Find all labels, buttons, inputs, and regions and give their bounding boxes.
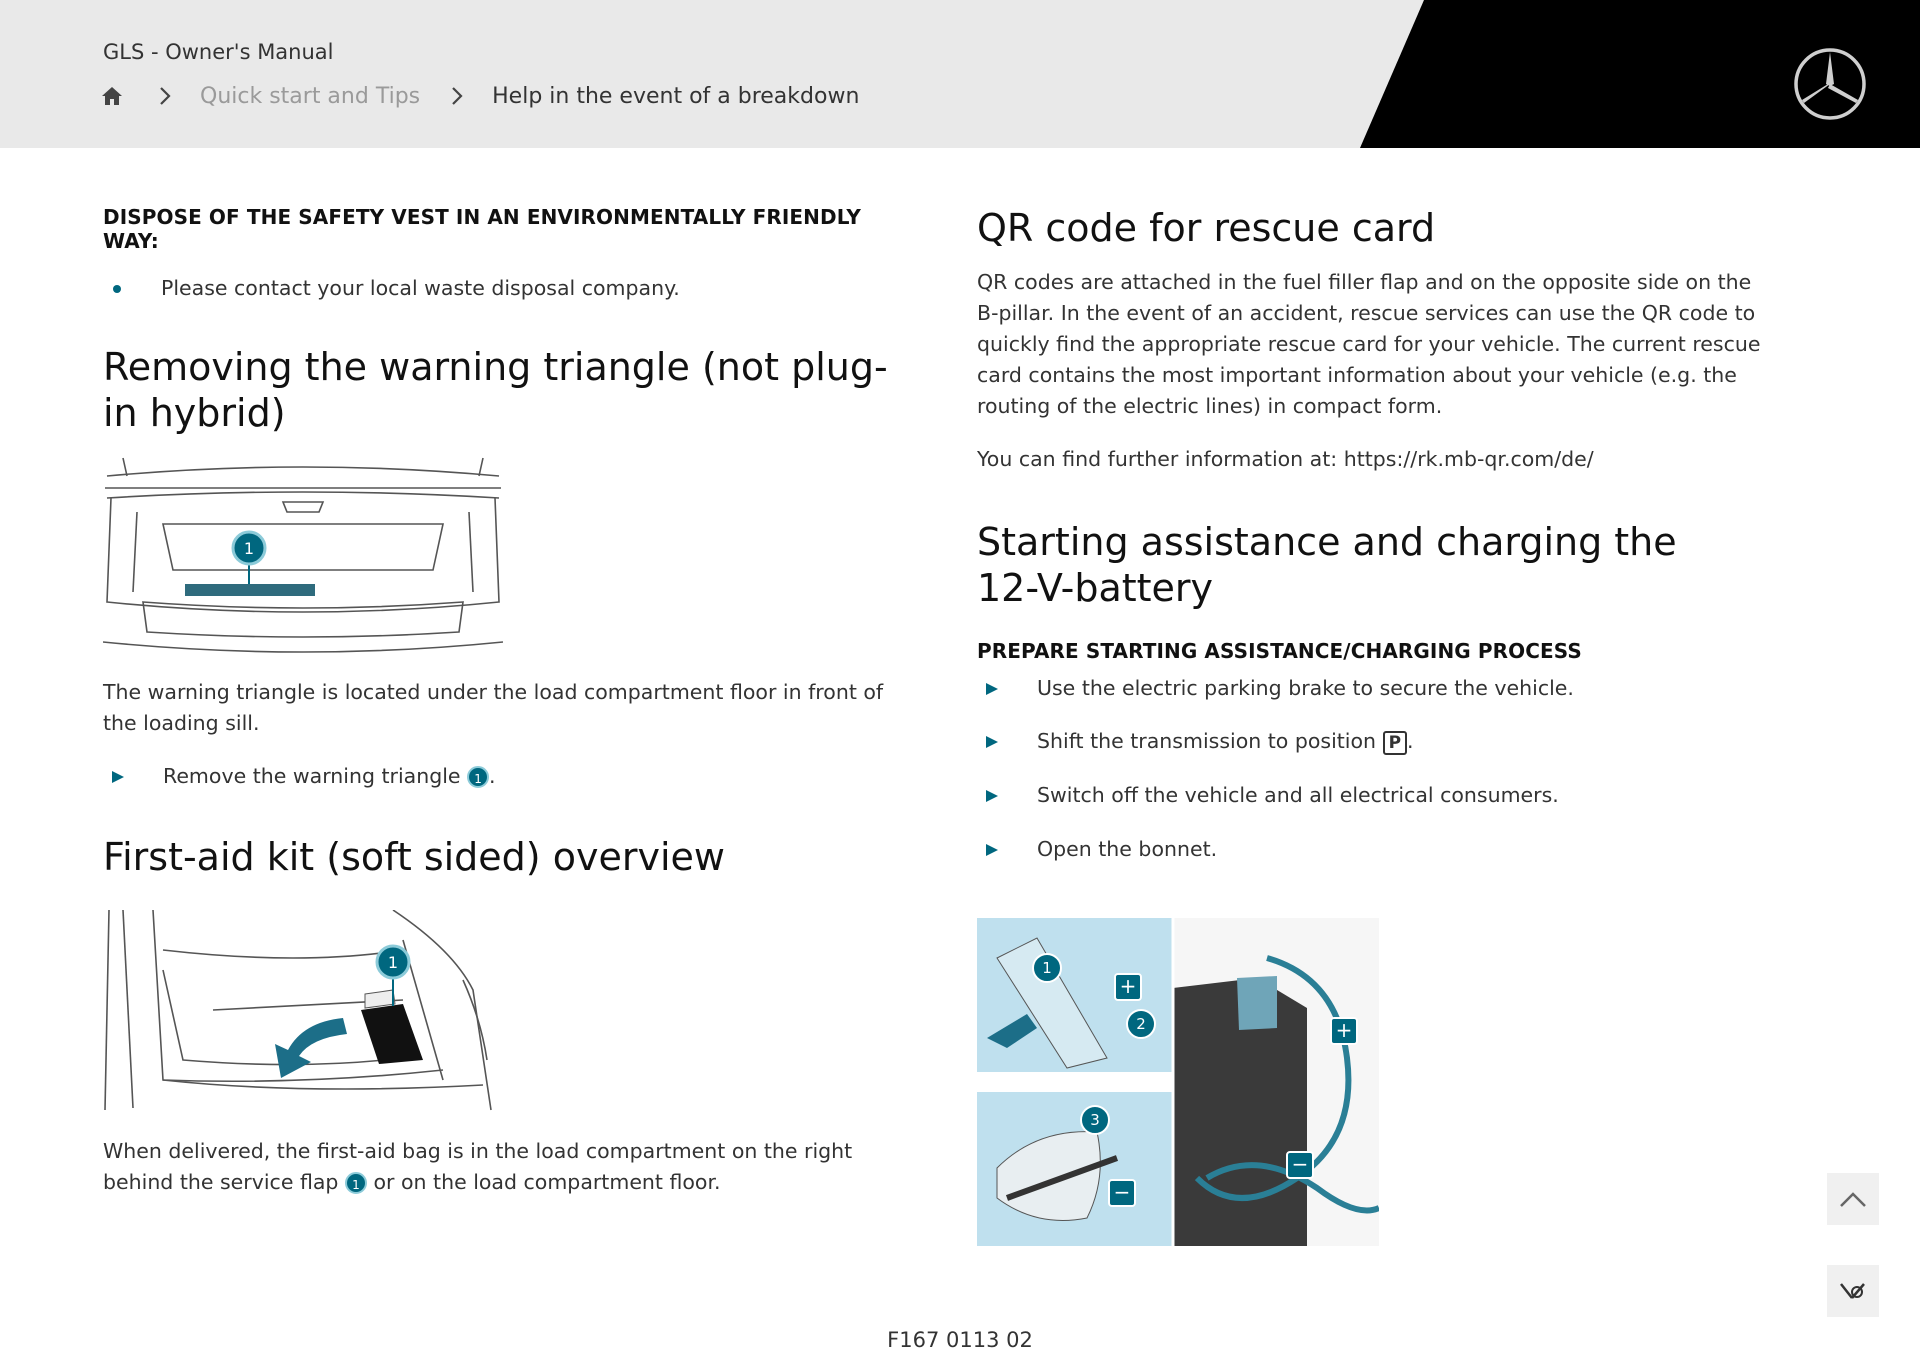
list-item: Remove the warning triangle 1 . — [103, 761, 903, 792]
firstaid-text-after: or on the load compartment floor. — [373, 1170, 721, 1194]
firstaid-text — [103, 1136, 863, 1198]
right-column — [977, 205, 1777, 865]
list-item — [103, 273, 903, 304]
figure-badge: 1 — [1042, 959, 1052, 977]
left-column — [103, 205, 903, 436]
minus-badge: − — [1113, 1180, 1131, 1204]
breadcrumb — [100, 82, 859, 110]
dispose-bullet-text: Please contact your local waste disposal company. — [161, 276, 680, 300]
number-badge: 1 — [345, 1172, 367, 1194]
arrow-right-icon — [977, 673, 1037, 704]
plus-badge: + — [1119, 974, 1137, 998]
chevron-right-icon — [450, 86, 464, 106]
tools-icon — [1838, 1280, 1868, 1302]
gear-p-key: P — [1383, 731, 1407, 755]
step-text: Switch off the vehicle and all electrical consumers. — [1037, 783, 1559, 807]
list-item — [977, 673, 1777, 704]
triangle-title: Removing the warning triangle (not plug-in hybrid) — [103, 345, 888, 435]
header — [0, 0, 1920, 148]
figure-badge: 1 — [243, 539, 255, 558]
figure-badge: 2 — [1136, 1015, 1146, 1033]
firstaid-section — [103, 1136, 863, 1198]
triangle-section — [103, 677, 903, 880]
arrow-right-icon — [977, 726, 1037, 757]
battery-illustration — [977, 918, 1379, 1246]
figure-code: F167 0113 02 — [887, 1328, 1033, 1352]
figure-badge: 3 — [1090, 1111, 1100, 1129]
arrow-right-icon — [977, 780, 1037, 811]
qr-title: QR code for rescue card — [977, 206, 1436, 250]
chevron-up-icon — [1838, 1189, 1868, 1209]
dispose-heading: DISPOSE OF THE SAFETY VEST IN AN ENVIRONMENTALLY FRIENDLY WAY: — [103, 205, 862, 253]
qr-text: QR codes are attached in the fuel filler flap and on the opposite side on the B-pillar. In the event of an accident, rescue services can use the QR code to quickly find the appropriate rescue card for your vehicle. The current rescue card contains the most important information about your vehicle (e.g. the routing of the electric lines) in compact form. — [977, 270, 1761, 418]
triangle-step-text: Remove the warning triangle — [163, 764, 461, 788]
prepare-heading: PREPARE STARTING ASSISTANCE/CHARGING PROCESS — [977, 639, 1582, 663]
step-text: Open the bonnet. — [1037, 837, 1218, 861]
scroll-to-top-button[interactable] — [1827, 1173, 1879, 1225]
firstaid-text-before: When delivered, the first-aid bag is in the load compartment on the right behind the service flap — [103, 1139, 853, 1194]
arrow-right-icon — [103, 761, 163, 792]
arrow-right-icon — [977, 834, 1037, 865]
number-badge: 1 — [467, 766, 489, 788]
bullet-dot-icon — [103, 273, 161, 304]
mercedes-star-logo[interactable] — [1792, 46, 1868, 122]
plus-badge: + — [1335, 1018, 1353, 1042]
chevron-right-icon — [158, 86, 172, 106]
qr-more-text: You can find further information at: https://rk.mb-qr.com/de/ — [977, 447, 1594, 471]
breadcrumb-current: Help in the event of a breakdown — [492, 83, 860, 109]
battery-title: Starting assistance and charging the 12-V-battery — [977, 520, 1677, 610]
step-text: Use the electric parking brake to secure the vehicle. — [1037, 676, 1574, 700]
step-text: Shift the transmission to position — [1037, 729, 1377, 753]
breadcrumb-link-quick-start[interactable]: Quick start and Tips — [200, 83, 421, 109]
minus-badge: − — [1291, 1152, 1309, 1176]
home-icon[interactable] — [100, 82, 128, 110]
steps-list — [977, 673, 1777, 865]
warning-triangle-illustration — [103, 452, 503, 658]
triangle-text: The warning triangle is located under the load compartment floor in front of the loading sill. — [103, 680, 884, 735]
tools-button[interactable] — [1827, 1265, 1879, 1317]
list-item — [977, 780, 1777, 811]
list-item: Shift the transmission to position P . — [977, 726, 1777, 757]
manual-title: GLS - Owner's Manual — [103, 40, 334, 64]
first-aid-illustration — [103, 910, 493, 1115]
list-item — [977, 834, 1777, 865]
figure-badge: 1 — [387, 953, 399, 972]
firstaid-title: First-aid kit (soft sided) overview — [103, 835, 725, 879]
